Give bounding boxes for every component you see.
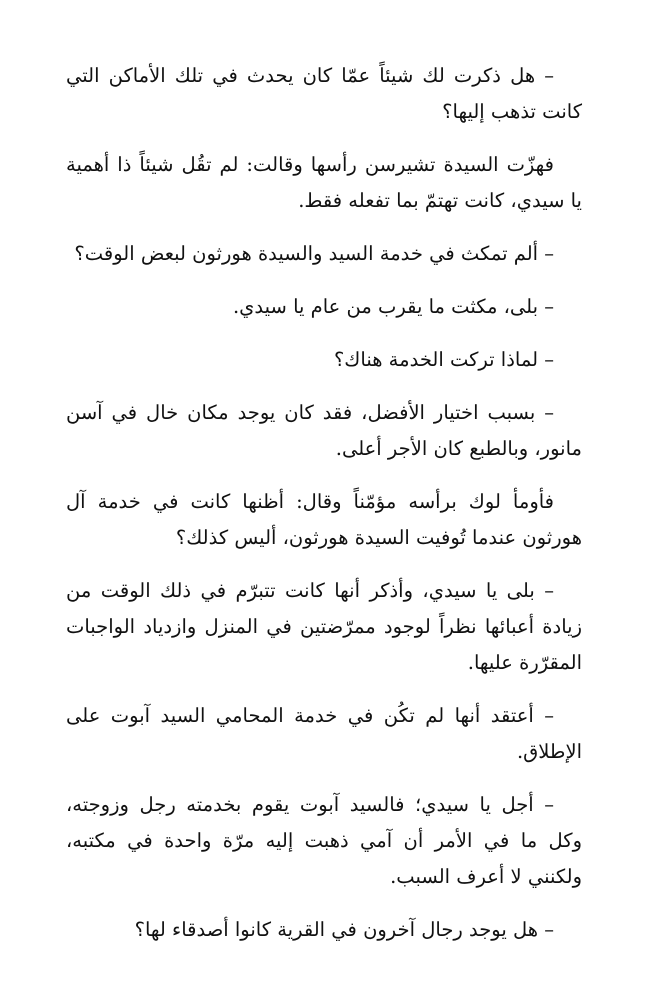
paragraph: – هل يوجد رجال آخرون في القرية كانوا أصدقاء لها؟ — [134, 918, 554, 941]
paragraph: – أعتقد أنها لم تكُن في خدمة المحامي السيد آبوت على الإطلاق. — [66, 704, 582, 763]
paragraph: – أجل يا سيدي؛ فالسيد آبوت يقوم بخدمته رجل وزوجته، وكل ما في الأمر أن آمي ذهبت إليه مرّة واحدة في مكتبه، ولكنني لا أعرف السبب. — [66, 793, 582, 888]
paragraph: – بلى يا سيدي، وأذكر أنها كانت تتبرّم في ذلك الوقت من زيادة أعبائها نظراً لوجود ممرّضتين في المنزل وازدياد الواجبات المقرّرة عليها. — [66, 579, 582, 674]
paragraph: – بسبب اختيار الأفضل، فقد كان يوجد مكان خال في آسن مانور، وبالطبع كان الأجر أعلى. — [66, 401, 582, 460]
book-page — [66, 58, 582, 965]
paragraph: – لماذا تركت الخدمة هناك؟ — [333, 348, 554, 371]
paragraph: فهزّت السيدة تشيرسن رأسها وقالت: لم تقُل شيئاً ذا أهمية يا سيدي، كانت تهتمّ بما تفعله فقط. — [66, 153, 582, 212]
paragraph: فأومأ لوك برأسه مؤمّناً وقال: أظنها كانت في خدمة آل هورثون عندما تُوفيت السيدة هورثون، أليس كذلك؟ — [66, 490, 582, 549]
paragraph: – بلى، مكثت ما يقرب من عام يا سيدي. — [232, 295, 554, 318]
paragraph: – ألم تمكث في خدمة السيد والسيدة هورثون لبعض الوقت؟ — [74, 242, 554, 265]
paragraph: – هل ذكرت لك شيئاً عمّا كان يحدث في تلك الأماكن التي كانت تذهب إليها؟ — [66, 64, 582, 123]
